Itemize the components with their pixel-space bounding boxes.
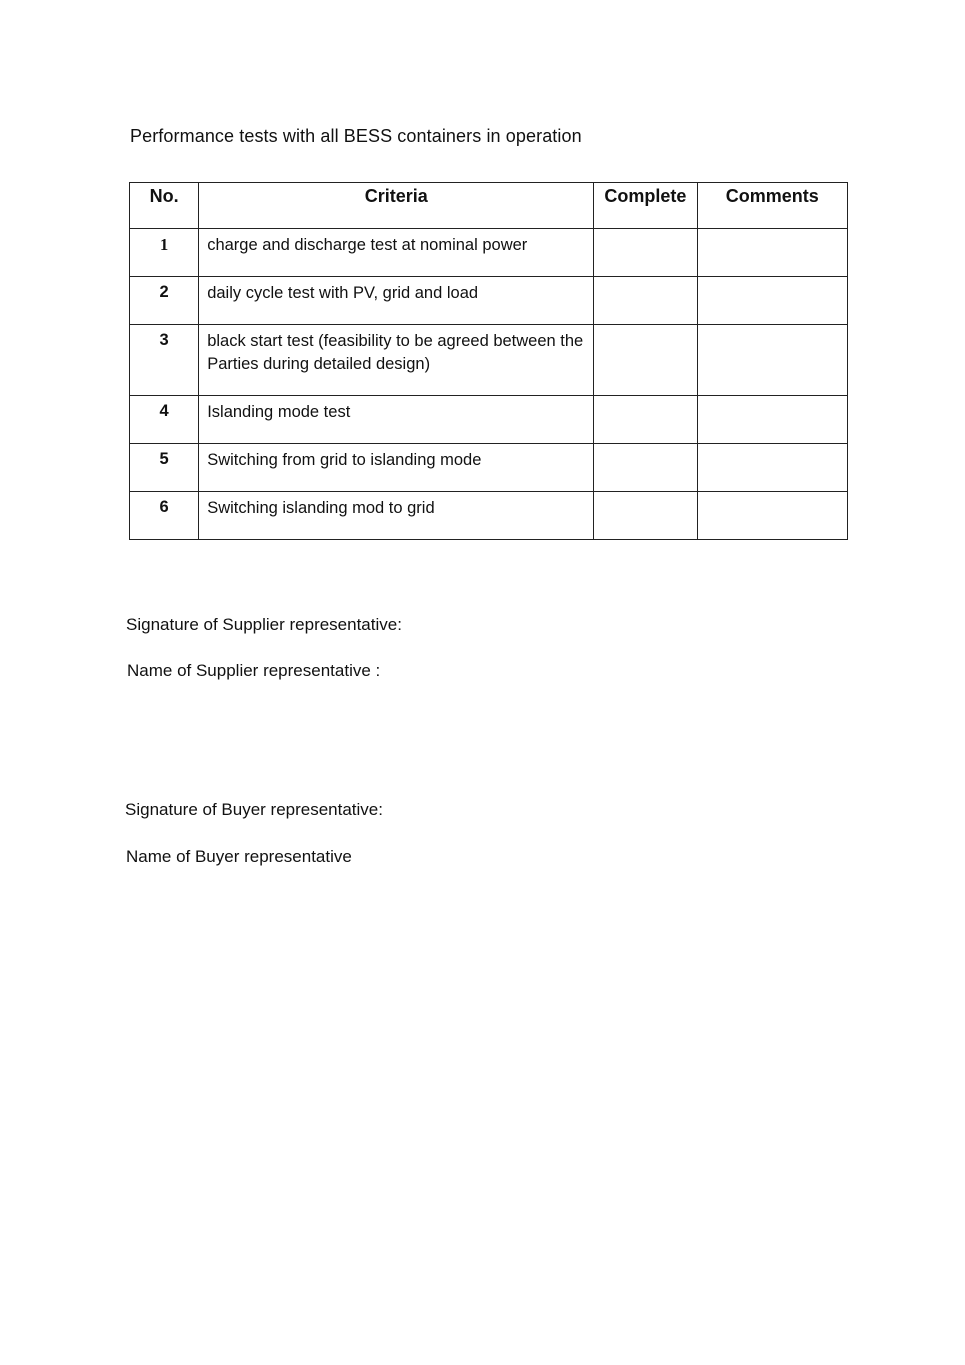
criteria-cell: Switching islanding mod to grid <box>199 492 594 540</box>
complete-cell[interactable] <box>594 277 697 325</box>
comments-cell[interactable] <box>697 229 847 277</box>
complete-cell[interactable] <box>594 444 697 492</box>
complete-cell[interactable] <box>594 492 697 540</box>
buyer-signature-label: Signature of Buyer representative: <box>125 800 383 819</box>
table-header-row <box>130 183 848 229</box>
table-row <box>130 396 848 444</box>
complete-cell[interactable] <box>594 396 697 444</box>
table-row <box>130 229 848 277</box>
header-criteria: Criteria <box>199 183 594 229</box>
row-number: 6 <box>130 492 199 540</box>
header-complete: Complete <box>594 183 697 229</box>
row-number: 5 <box>130 444 199 492</box>
table-row <box>130 325 848 396</box>
criteria-cell: charge and discharge test at nominal power <box>199 229 594 277</box>
complete-cell[interactable] <box>594 229 697 277</box>
comments-cell[interactable] <box>697 444 847 492</box>
table-row <box>130 444 848 492</box>
supplier-signature-label: Signature of Supplier representative: <box>126 615 402 634</box>
row-number: 2 <box>130 277 199 325</box>
criteria-cell: Switching from grid to islanding mode <box>199 444 594 492</box>
page-title: Performance tests with all BESS containers in operation <box>130 126 582 146</box>
table-row <box>130 277 848 325</box>
header-no: No. <box>130 183 199 229</box>
criteria-cell: Islanding mode test <box>199 396 594 444</box>
row-number: 4 <box>130 396 199 444</box>
criteria-cell: black start test (feasibility to be agreed between the Parties during detailed design) <box>199 325 594 396</box>
header-comments: Comments <box>697 183 847 229</box>
comments-cell[interactable] <box>697 325 847 396</box>
complete-cell[interactable] <box>594 325 697 396</box>
table-row <box>130 492 848 540</box>
comments-cell[interactable] <box>697 277 847 325</box>
row-number: 3 <box>130 325 199 396</box>
performance-tests-table <box>129 182 848 540</box>
comments-cell[interactable] <box>697 396 847 444</box>
criteria-cell: daily cycle test with PV, grid and load <box>199 277 594 325</box>
comments-cell[interactable] <box>697 492 847 540</box>
row-number: 1 <box>130 229 199 277</box>
supplier-name-label: Name of Supplier representative : <box>127 661 381 680</box>
buyer-name-label: Name of Buyer representative <box>126 847 352 866</box>
